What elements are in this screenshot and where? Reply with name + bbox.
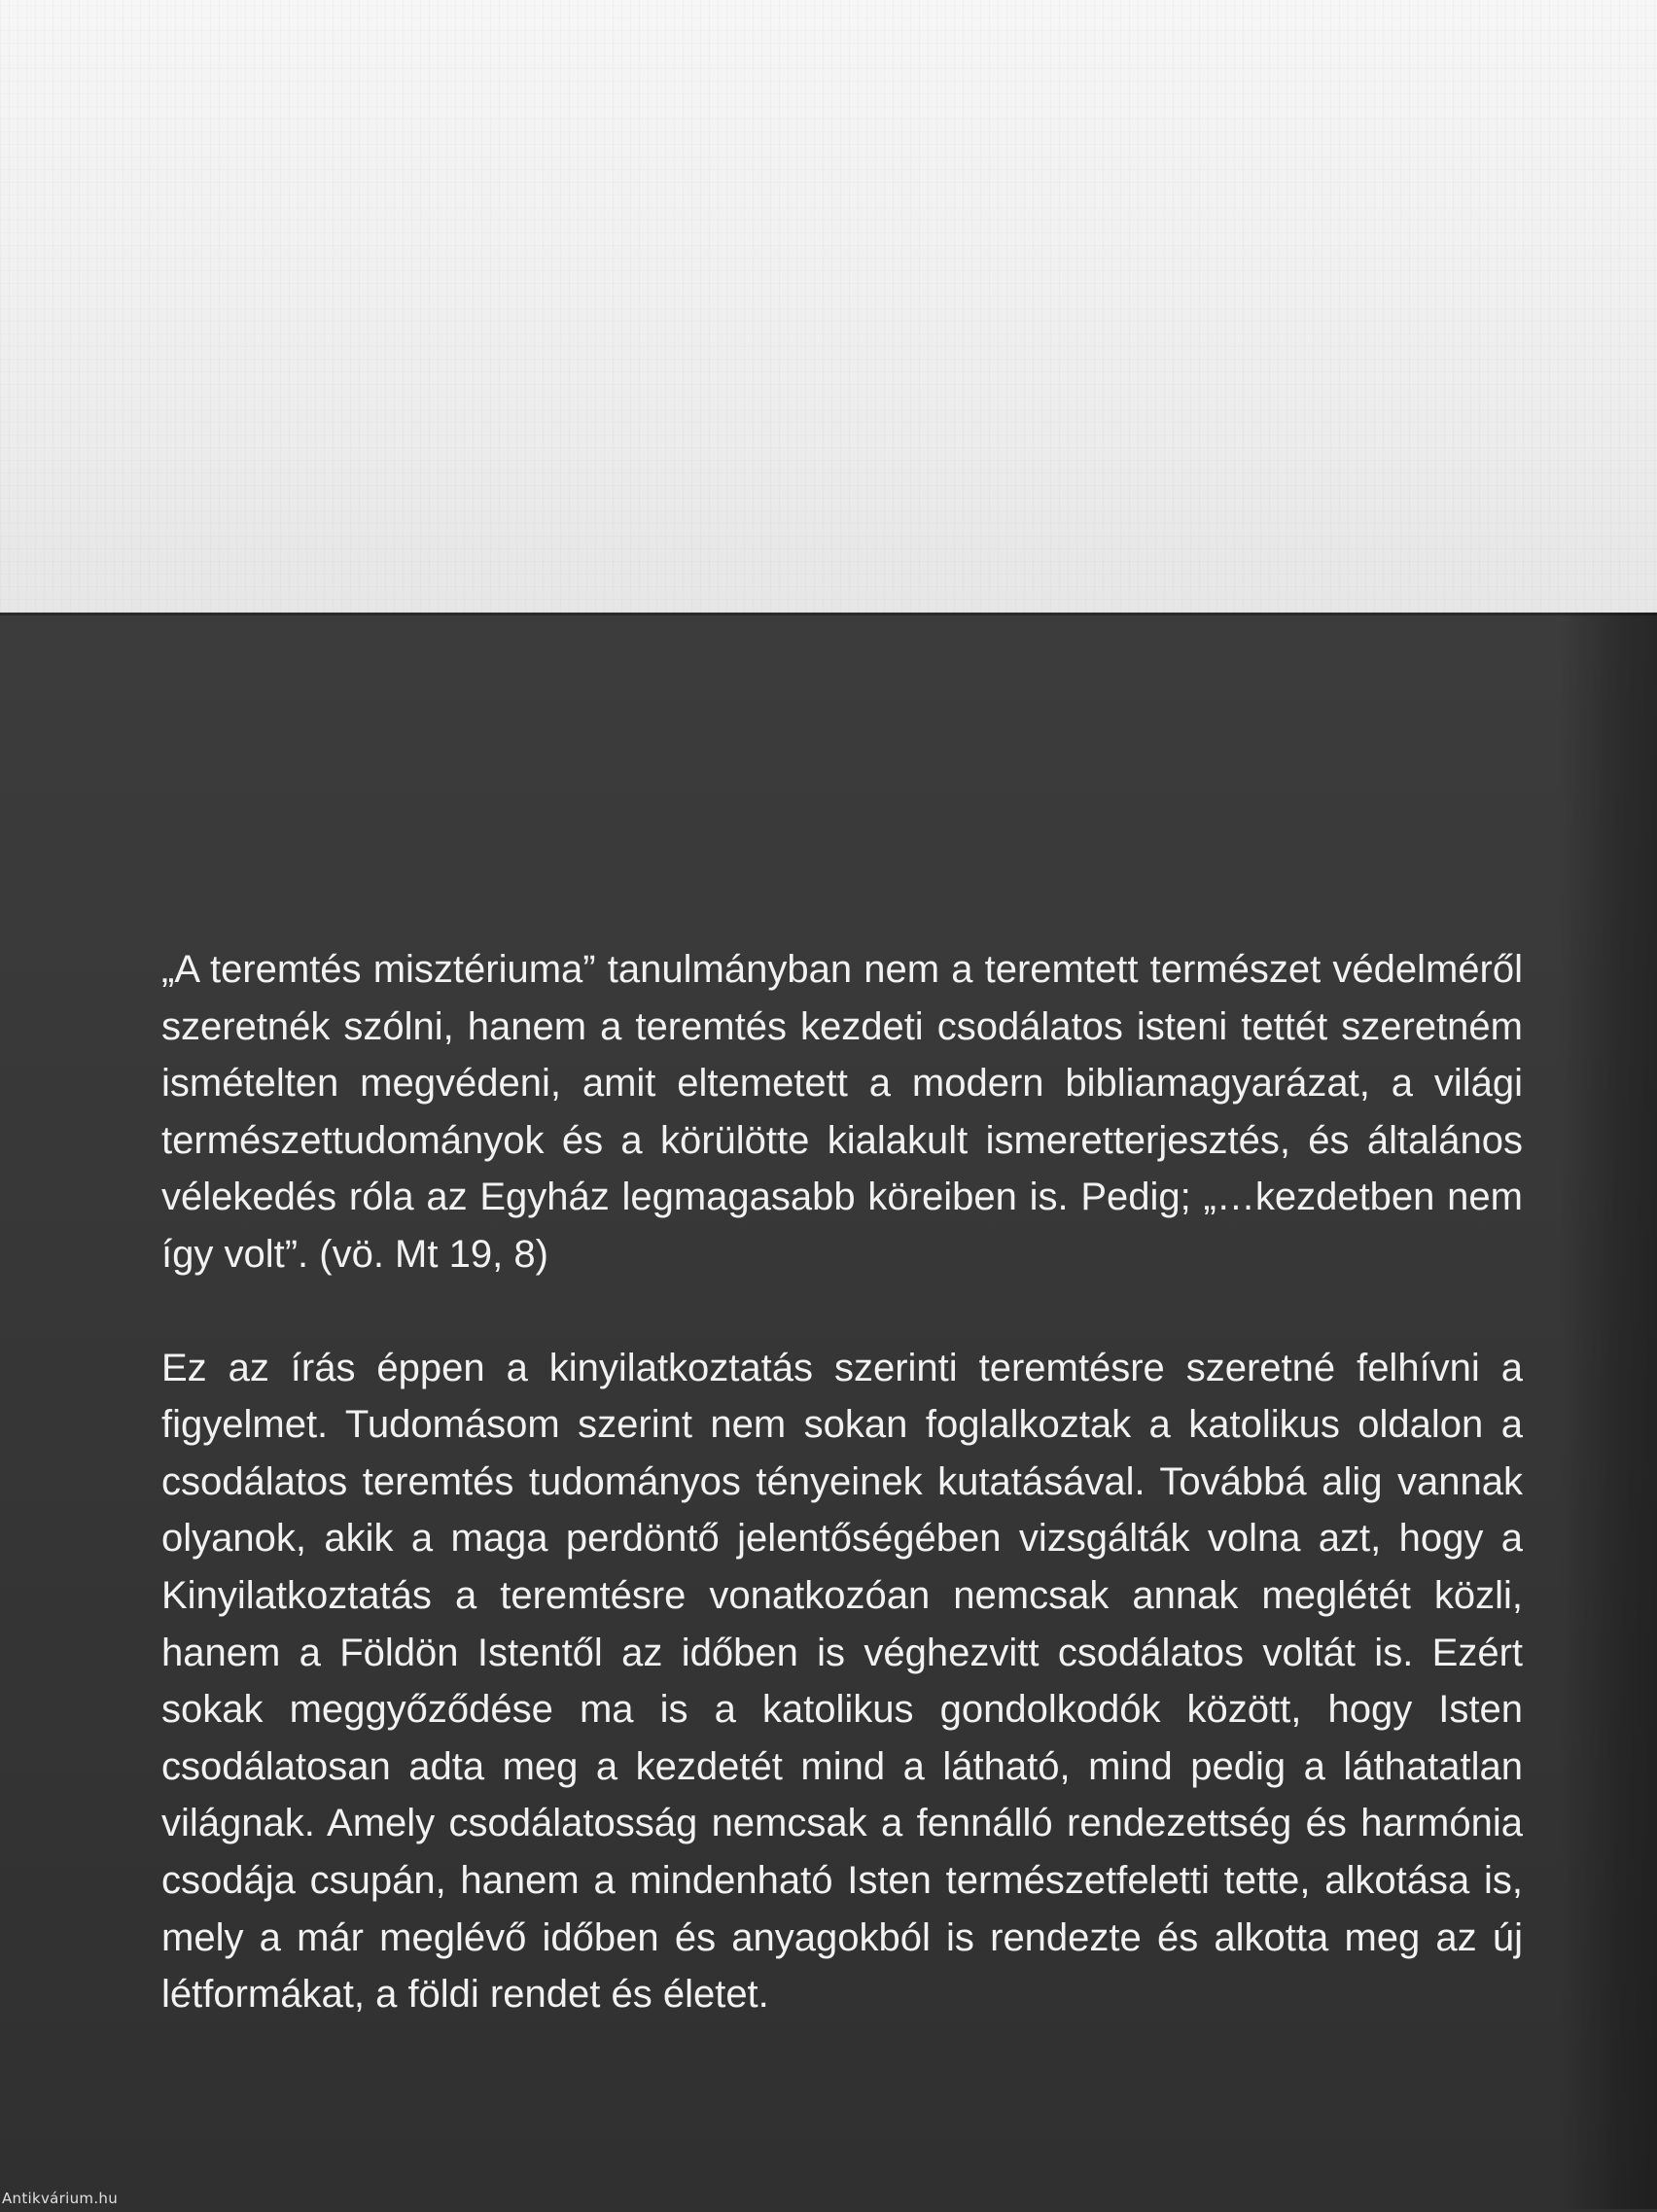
blurb-paragraph-1: „A teremtés misztériuma” tanulmányban nem a teremtett természet védelméről szeretnék szólni, hanem a teremtés kezdeti csodálatos isteni tettét szeretném ismételten megvédeni, amit eltemetett a modern bibliamagyarázat, a világi természettudományok és a körülötte kialakult ismeretterjesztés, és általános vélekedés róla az Egyház legmagasabb köreiben is. Pedig; „…kezdetben nem így volt”. (vö. Mt 19, 8): [161, 948, 1523, 1276]
blurb-paragraph-2: Ez az írás éppen a kinyilatkoztatás szerinti teremtésre szeretné felhívni a figyelmet. Tudomásom szerint nem sokan foglalkoztak a katolikus oldalon a csodálatos teremtés tudományos tényeinek kutatásával. Továbbá alig vannak olyanok, akik a maga perdöntő jelentőségében vizsgálták volna azt, hogy a Kinyilatkoztatás a teremtésre vonatkozóan nemcsak annak meglétét közli, hanem a Földön Istentől az időben is véghezvitt csodálatos voltát is. Ezért sokak meggyőződése ma is a katolikus gondolkodók között, hogy Isten csodálatosan adta meg a kezdetét mind a látható, mind pedig a láthatatlan világnak. Amely csodálatosság nemcsak a fennálló rendezettség és harmónia csodája csupán, hanem a mindenható Isten természetfeletti tette, alkotása is, mely a már meglévő időben és anyagokból is rendezte és alkotta meg az új létformákat, a földi rendet és életet.: [161, 1346, 1523, 2017]
back-cover-blurb: [161, 941, 1523, 2023]
paper-background: [0, 0, 1657, 613]
cover-shadow-edge: [1560, 613, 1657, 2209]
watermark: Antikvárium.hu: [2, 2190, 119, 2207]
